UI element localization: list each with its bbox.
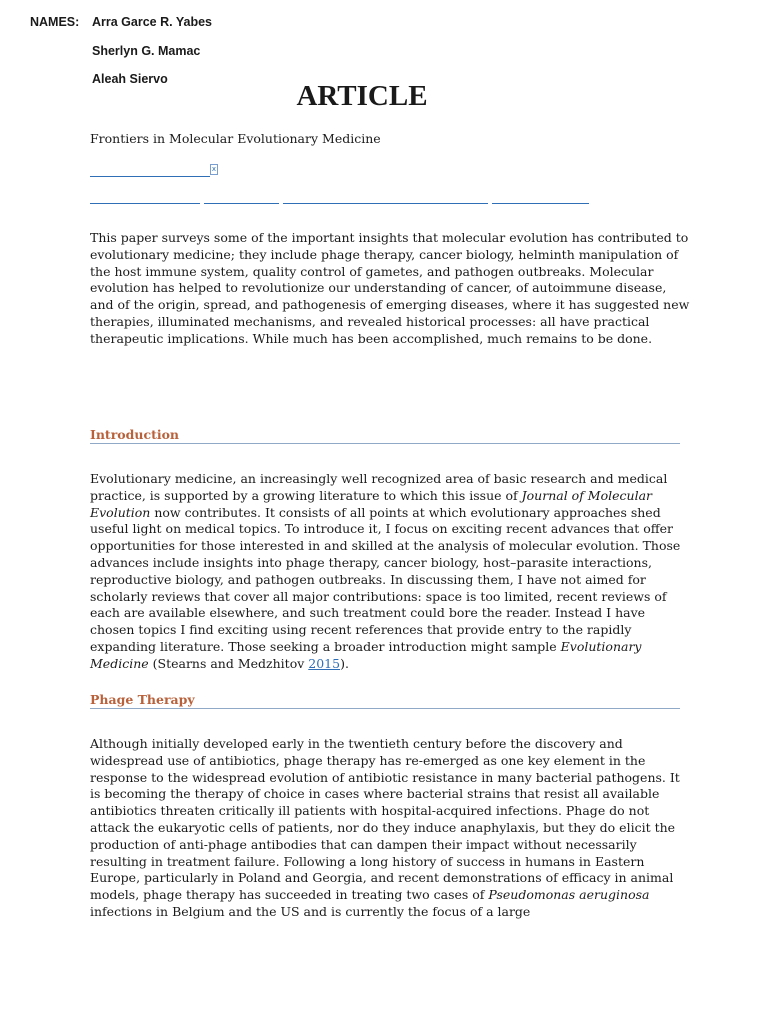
journal-title: Journal of Molecular Evolution xyxy=(90,487,652,520)
species-name: Pseudomonas aeruginosa xyxy=(488,887,650,903)
citation-year-link[interactable]: 2015 xyxy=(308,655,341,671)
text-run: Although initially developed early in the twentieth century before the discovery and widespread use of antibiotics, phage therapy has re-emerged as one key element in the response to the widespread evolution of antibiotic resistance in many bacterial pathogens. It is becoming the therapy of choice in cases where bacterial strains that resist all available antibiotics threaten critically ill patients with hospital-acquired infections. Phage do not attack the eukaryotic cells of patients, nor do they induce anaphylaxis, but they do elicit the production of anti-phage antibodies that can dampen their impact without necessarily resulting in treatment failure. Following a long history of success in humans in Eastern Europe, particularly in Poland and Georgia, and recent demonstrations of efficacy in animal models, phage therapy has succeeded in treating two cases of xyxy=(90,736,680,903)
section-heading-phage-therapy: Phage Therapy xyxy=(90,692,680,709)
text-run: now contributes. It consists of all points at which evolutionary approaches shed useful light on medical topics. To introduce it, I focus on exciting recent advances that offer opportunities for those interested in and skilled at the analysis of molecular evolution. Those advances include insights into phage therapy, cancer biology, host–parasite interactions, reproductive biology, and pathogen outbreaks. In discussing them, I have not aimed for scholarly reviews that cover all major contributions: space is too limited, recent reviews of each are available elsewhere, and such treatment could bore the reader. Instead I have chosen topics I find exciting using recent references that provide entry to the rapidly expanding literature. Those seeking a broader introduction might sample xyxy=(90,504,681,654)
section-heading-introduction: Introduction xyxy=(90,427,680,444)
names-label: NAMES: xyxy=(30,15,80,29)
article-subtitle: Frontiers in Molecular Evolutionary Medicine xyxy=(90,131,381,146)
author-name: Arra Garce R. Yabes xyxy=(92,15,212,29)
phage-therapy-paragraph xyxy=(90,736,690,921)
abstract-paragraph: This paper surveys some of the important insights that molecular evolution has contributed to evolutionary medicine; they include phage therapy, cancer biology, helminth manipulation of the host immune system, quality control of gametes, and pathogen outbreaks. Molecular evolution has helped to revolutionize our understanding of cancer, of autoimmune disease, and of the origin, spread, and pathogenesis of emerging diseases, where it has suggested new therapies, illuminated mechanisms, and revealed historical processes: all have practical therapeutic implications. While much has been accomplished, much remains to be done. xyxy=(90,230,690,346)
text-run: infections in Belgium and the US and is currently the focus of a large xyxy=(90,903,531,919)
article-title: ARTICLE xyxy=(296,80,428,112)
hyperlink-underline[interactable] xyxy=(90,176,210,177)
hyperlink-underline[interactable] xyxy=(492,203,589,204)
author-name: Aleah Siervo xyxy=(92,72,168,86)
introduction-paragraph xyxy=(90,471,690,673)
author-name: Sherlyn G. Mamac xyxy=(92,44,201,58)
broken-image-icon: x xyxy=(211,165,217,173)
hyperlink-underline[interactable] xyxy=(204,203,279,204)
book-title: Evolutionary Medicine xyxy=(90,638,642,671)
hyperlink-underline[interactable] xyxy=(283,203,488,204)
text-run: (Stearns and Medzhitov xyxy=(148,655,309,671)
text-run: ). xyxy=(340,655,349,671)
hyperlink-underline[interactable] xyxy=(90,203,200,204)
text-run: Evolutionary medicine, an increasingly well recognized area of basic research and medical practice, is supported by a growing literature to which this issue of xyxy=(90,471,668,503)
